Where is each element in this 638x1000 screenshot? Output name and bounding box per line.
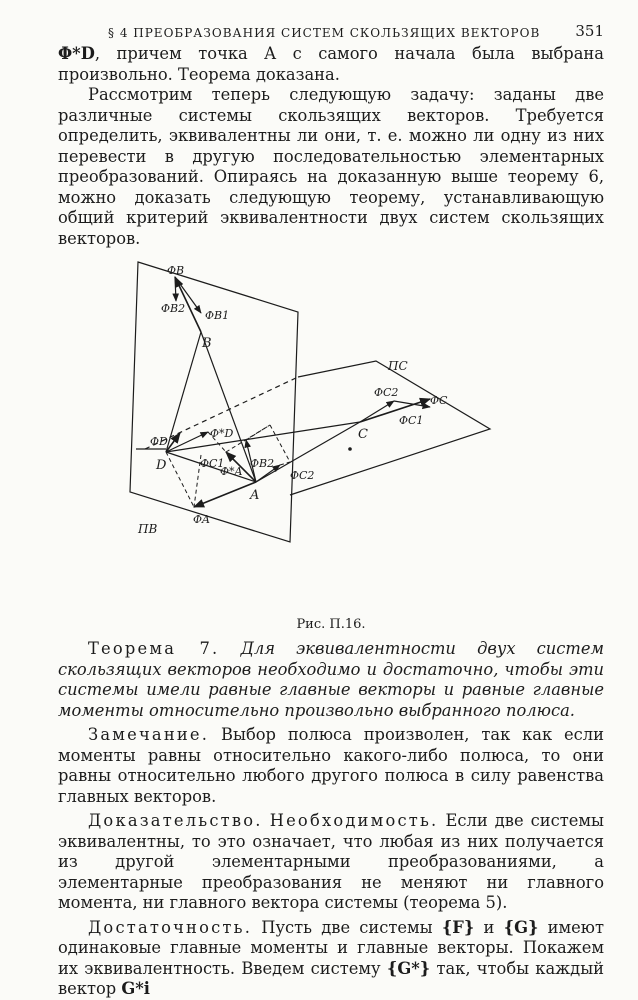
label-pi-c: ΠC (388, 359, 408, 373)
label-phi-c1: ΦC1 (399, 414, 424, 427)
theorem-label: Теорема 7. (88, 639, 220, 658)
label-a: A (250, 488, 260, 503)
label-phi-b2: ΦB2 (161, 302, 186, 315)
necessity-label: Необходимость. (269, 811, 439, 830)
label-phi-c2: ΦC2 (374, 386, 399, 399)
vector-phi-c1 (394, 401, 430, 407)
label-phi-d: ΦD (150, 435, 168, 448)
label-c: C (358, 427, 368, 442)
label-pi-b: ΠB (138, 522, 158, 536)
phi-d-star-symbol: Φ*D (58, 44, 95, 63)
system-f: {F} (441, 917, 475, 937)
label-phi-d-star: Φ*D (210, 427, 234, 440)
label-phi-c2-low: ΦC2 (290, 469, 315, 482)
remark: Замечание. Выбор полюса произволен, так как если моменты равны относительно какого-либо полюса, то они равны относительно любого другого полюса в силу равенства главных векторов. (58, 725, 604, 806)
label-phi-b2-low: ΦB2 (250, 457, 275, 470)
label-phi-a-star: Φ*A (220, 465, 243, 478)
header-title: § 4 ПРЕОБРАЗОВАНИЯ СИСТЕМ СКОЛЬЗЯЩИХ ВЕКТОРОВ (108, 26, 541, 40)
page-number: 351 (575, 22, 604, 40)
paragraph-proof-end: Φ*D, причем точка A с самого начала была выбрана произвольно. Теорема доказана. (58, 44, 604, 84)
line-d-b (166, 332, 201, 452)
label-d: D (156, 458, 167, 473)
book-page (58, 18, 604, 1000)
sufficiency-label: Достаточность. (88, 917, 253, 937)
label-phi-b: ΦB (167, 264, 185, 277)
label-phi-a: ΦA (193, 513, 210, 526)
vector-g-i-star: G*i (121, 979, 150, 998)
remark-label: Замечание. (88, 725, 210, 744)
system-g-star: {G*} (386, 958, 431, 978)
theorem-text: Для эквивалентности двух систем скользящих векторов необходимо и достаточно, чтобы эти системы имели равные главные векторы и равные главные моменты относительно произвольно выбранного полюса. (58, 639, 604, 720)
label-phi-c: ΦC (430, 394, 448, 407)
figure-drawing (58, 257, 604, 613)
label-phi-c1-low: ΦC1 (200, 457, 225, 470)
proof-sufficiency: Достаточность. Пусть две системы {F} и {G} имеют одинаковые главные моменты и главные векторы. Покажем их эквивалентность. Введем систему {G*} так, чтобы каждый вектор G*i (58, 917, 604, 998)
system-g: {G} (503, 917, 539, 937)
vector-phi-a (194, 482, 256, 507)
line-d-c (166, 422, 360, 452)
vector-phi-c2 (360, 401, 394, 422)
figure-caption: Рис. П.16. (296, 617, 366, 632)
theorem-7 (58, 639, 604, 721)
running-header (58, 18, 604, 44)
figure-p16 (58, 257, 604, 637)
proof-label: Доказательство. (88, 811, 263, 830)
label-phi-b1: ΦB1 (205, 309, 230, 322)
plane-pi-b (130, 262, 298, 542)
proof-necessity: Доказательство. Необходимость. Если две системы эквивалентны, то это означает, что любая из них получается из другой элементарными преобразованиями, а элементарные преобразования не меняют ни главного момента, ни главного вектора системы (теорема 5). (58, 811, 604, 912)
label-b: B (202, 336, 212, 351)
paragraph-problem: Рассмотрим теперь следующую задачу: заданы две различные системы скользящих векторов. Требуется определить, эквивалентны ли они, т. е. можно ли одну из них перевести в другую последовательностью элементарных преобразований. Опираясь на доказанную выше теорему 6, можно доказать следующую теорему, устанавливающую общий критерий эквивалентности двух систем скользящих векторов. (58, 85, 604, 248)
